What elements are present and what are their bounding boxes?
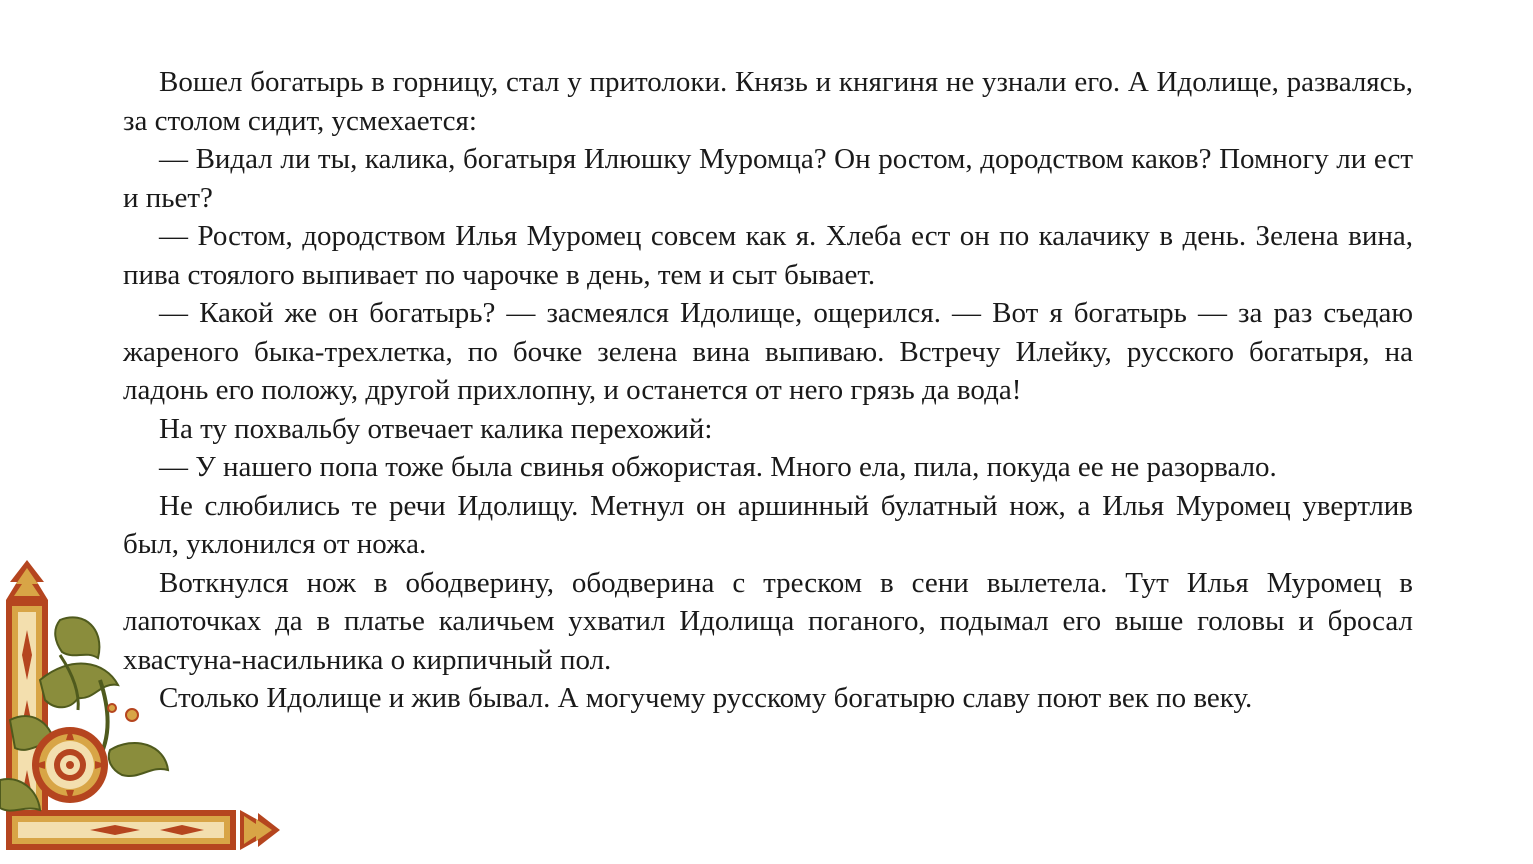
ornament-finial-right	[240, 810, 280, 850]
paragraph-6: — У нашего попа тоже была свинья обжористая. Много ела, пила, покуда ее не разорвало.	[159, 451, 1277, 483]
paragraph-9: Столько Идолище и жив бывал. А могучему русскому богатырю славу поют век по веку.	[159, 682, 1253, 714]
rosette-flower	[32, 727, 108, 803]
paragraph-5: На ту похвальбу отвечает калика перехожий:	[159, 412, 713, 445]
paragraph-7: Не слюбились те речи Идолищу. Метнул он аршинный булатный нож, а Илья Муромец увертлив был, уклонился от ножа.	[123, 489, 1413, 560]
paragraph-3: — Ростом, дородством Илья Муромец совсем как я. Хлеба ест он по калачику в день. Зелена вина, пива стоялого выпивает по чарочке в день, тем и сыт бывает.	[123, 220, 1413, 291]
paragraph-2: — Видал ли ты, калика, богатыря Илюшку Муромца? Он ростом, дородством каков? Помногу ли ест и пьет?	[123, 143, 1413, 214]
paragraph-1: Вошел богатырь в горницу, стал у притолоки. Князь и княгиня не узнали его. А Идолище, развалясь, за столом сидит, усмехается:	[123, 66, 1413, 137]
paragraph-8: Воткнулся нож в ободверину, ободверина с треском в сени вылетела. Тут Илья Муромец в лапоточках да в платье каличьем ухватил Идолища поганого, подымал его выше головы и бросал хвастуна-насильника о кирпичный пол.	[123, 566, 1413, 676]
paragraph-4: — Какой же он богатырь? — засмеялся Идолище, ощерился. — Вот я богатырь — за раз съедаю жареного быка-трехлетка, по бочке зелена вина выпиваю. Встречу Илейку, русского богатыря, на ладонь его положу, другой прихлопну, и останется от него грязь да вода!	[123, 297, 1413, 406]
corner-ornament	[0, 560, 285, 864]
story-text	[123, 63, 1413, 718]
ornament-finial-top	[6, 560, 48, 600]
ornament-frame-horizontal	[6, 810, 236, 850]
